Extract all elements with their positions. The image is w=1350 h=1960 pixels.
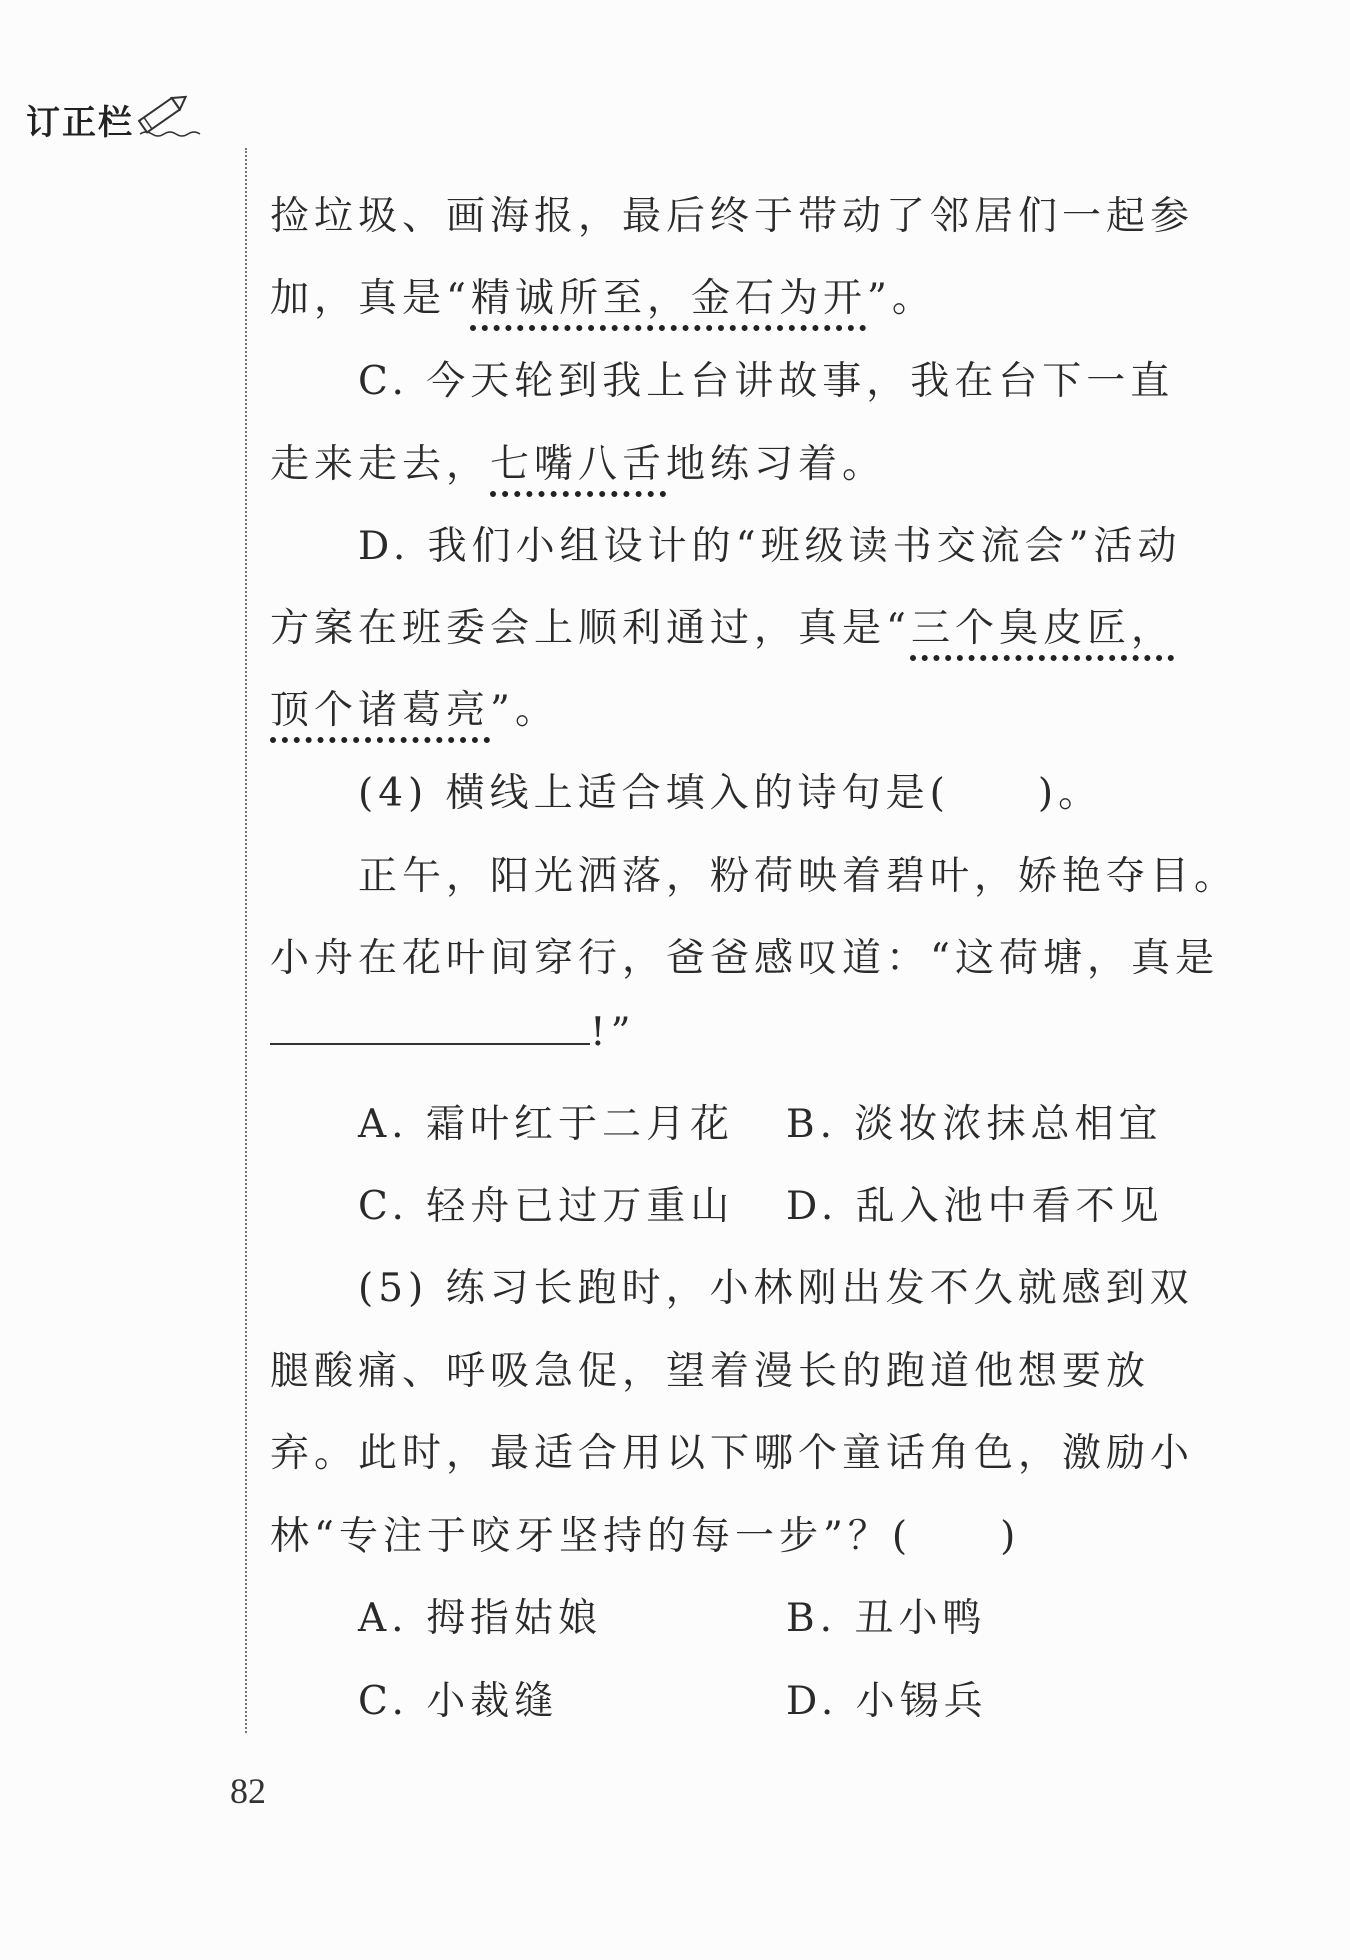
q4-option-c[interactable]: C. 轻舟已过万重山 — [358, 1184, 735, 1229]
page-number: 82 — [230, 1771, 266, 1811]
q5-option-c[interactable]: C. 小裁缝 — [358, 1679, 559, 1724]
emphasized-idiom: 三个臭皮匠， — [910, 606, 1175, 651]
question-4-stem: (4) 横线上适合填入的诗句是( )。 — [358, 771, 1103, 816]
text-line: 弃。此时，最适合用以下哪个童话角色，激励小 — [270, 1431, 1195, 1476]
q5-option-d[interactable]: D. 小锡兵 — [786, 1679, 988, 1724]
margin-divider — [245, 148, 247, 1733]
q5-option-a[interactable]: A. 拇指姑娘 — [358, 1596, 602, 1641]
text-line: 小舟在花叶间穿行，爸爸感叹道：“这荷塘，真是 — [270, 936, 1219, 981]
text-line: 腿酸痛、呼吸急促，望着漫长的跑道他想要放 — [270, 1349, 1151, 1394]
emphasized-idiom: 精诚所至，金石为开 — [470, 276, 867, 321]
q4-option-d[interactable]: D. 乱入池中看不见 — [786, 1184, 1164, 1229]
text-line: 走来走去，七嘴八舌地练习着。 — [270, 442, 887, 487]
text-line: 林“专注于咬牙坚持的每一步”？( ) — [270, 1514, 1021, 1559]
text-line: 顶个诸葛亮”。 — [270, 688, 559, 733]
text-line: !” — [270, 1010, 636, 1055]
answer-blank[interactable] — [270, 1042, 590, 1045]
question-5-stem: (5) 练习长跑时，小林刚出发不久就感到双 — [358, 1266, 1194, 1311]
text-line: 正午，阳光洒落，粉荷映着碧叶，娇艳夺目。 — [358, 854, 1239, 899]
text-line: 加，真是“精诚所至，金石为开”。 — [270, 276, 936, 321]
text-line: 方案在班委会上顺利通过，真是“三个臭皮匠， — [270, 606, 1175, 651]
text-line: 捡垃圾、画海报，最后终于带动了邻居们一起参 — [270, 194, 1195, 239]
emphasized-idiom: 顶个诸葛亮 — [270, 688, 491, 733]
pencil-icon — [130, 90, 202, 144]
correction-column-header — [26, 90, 202, 144]
q4-option-b[interactable]: B. 淡妆浓抹总相宜 — [786, 1102, 1163, 1147]
q5-option-b[interactable]: B. 丑小鸭 — [786, 1596, 987, 1641]
option-c-line: C. 今天轮到我上台讲故事，我在台下一直 — [358, 359, 1175, 404]
correction-column-label: 订正栏 — [26, 103, 134, 143]
option-d-line: D. 我们小组设计的“班级读书交流会”活动 — [358, 524, 1182, 569]
q4-option-a[interactable]: A. 霜叶红于二月花 — [358, 1102, 734, 1147]
emphasized-idiom: 七嘴八舌 — [490, 442, 667, 487]
